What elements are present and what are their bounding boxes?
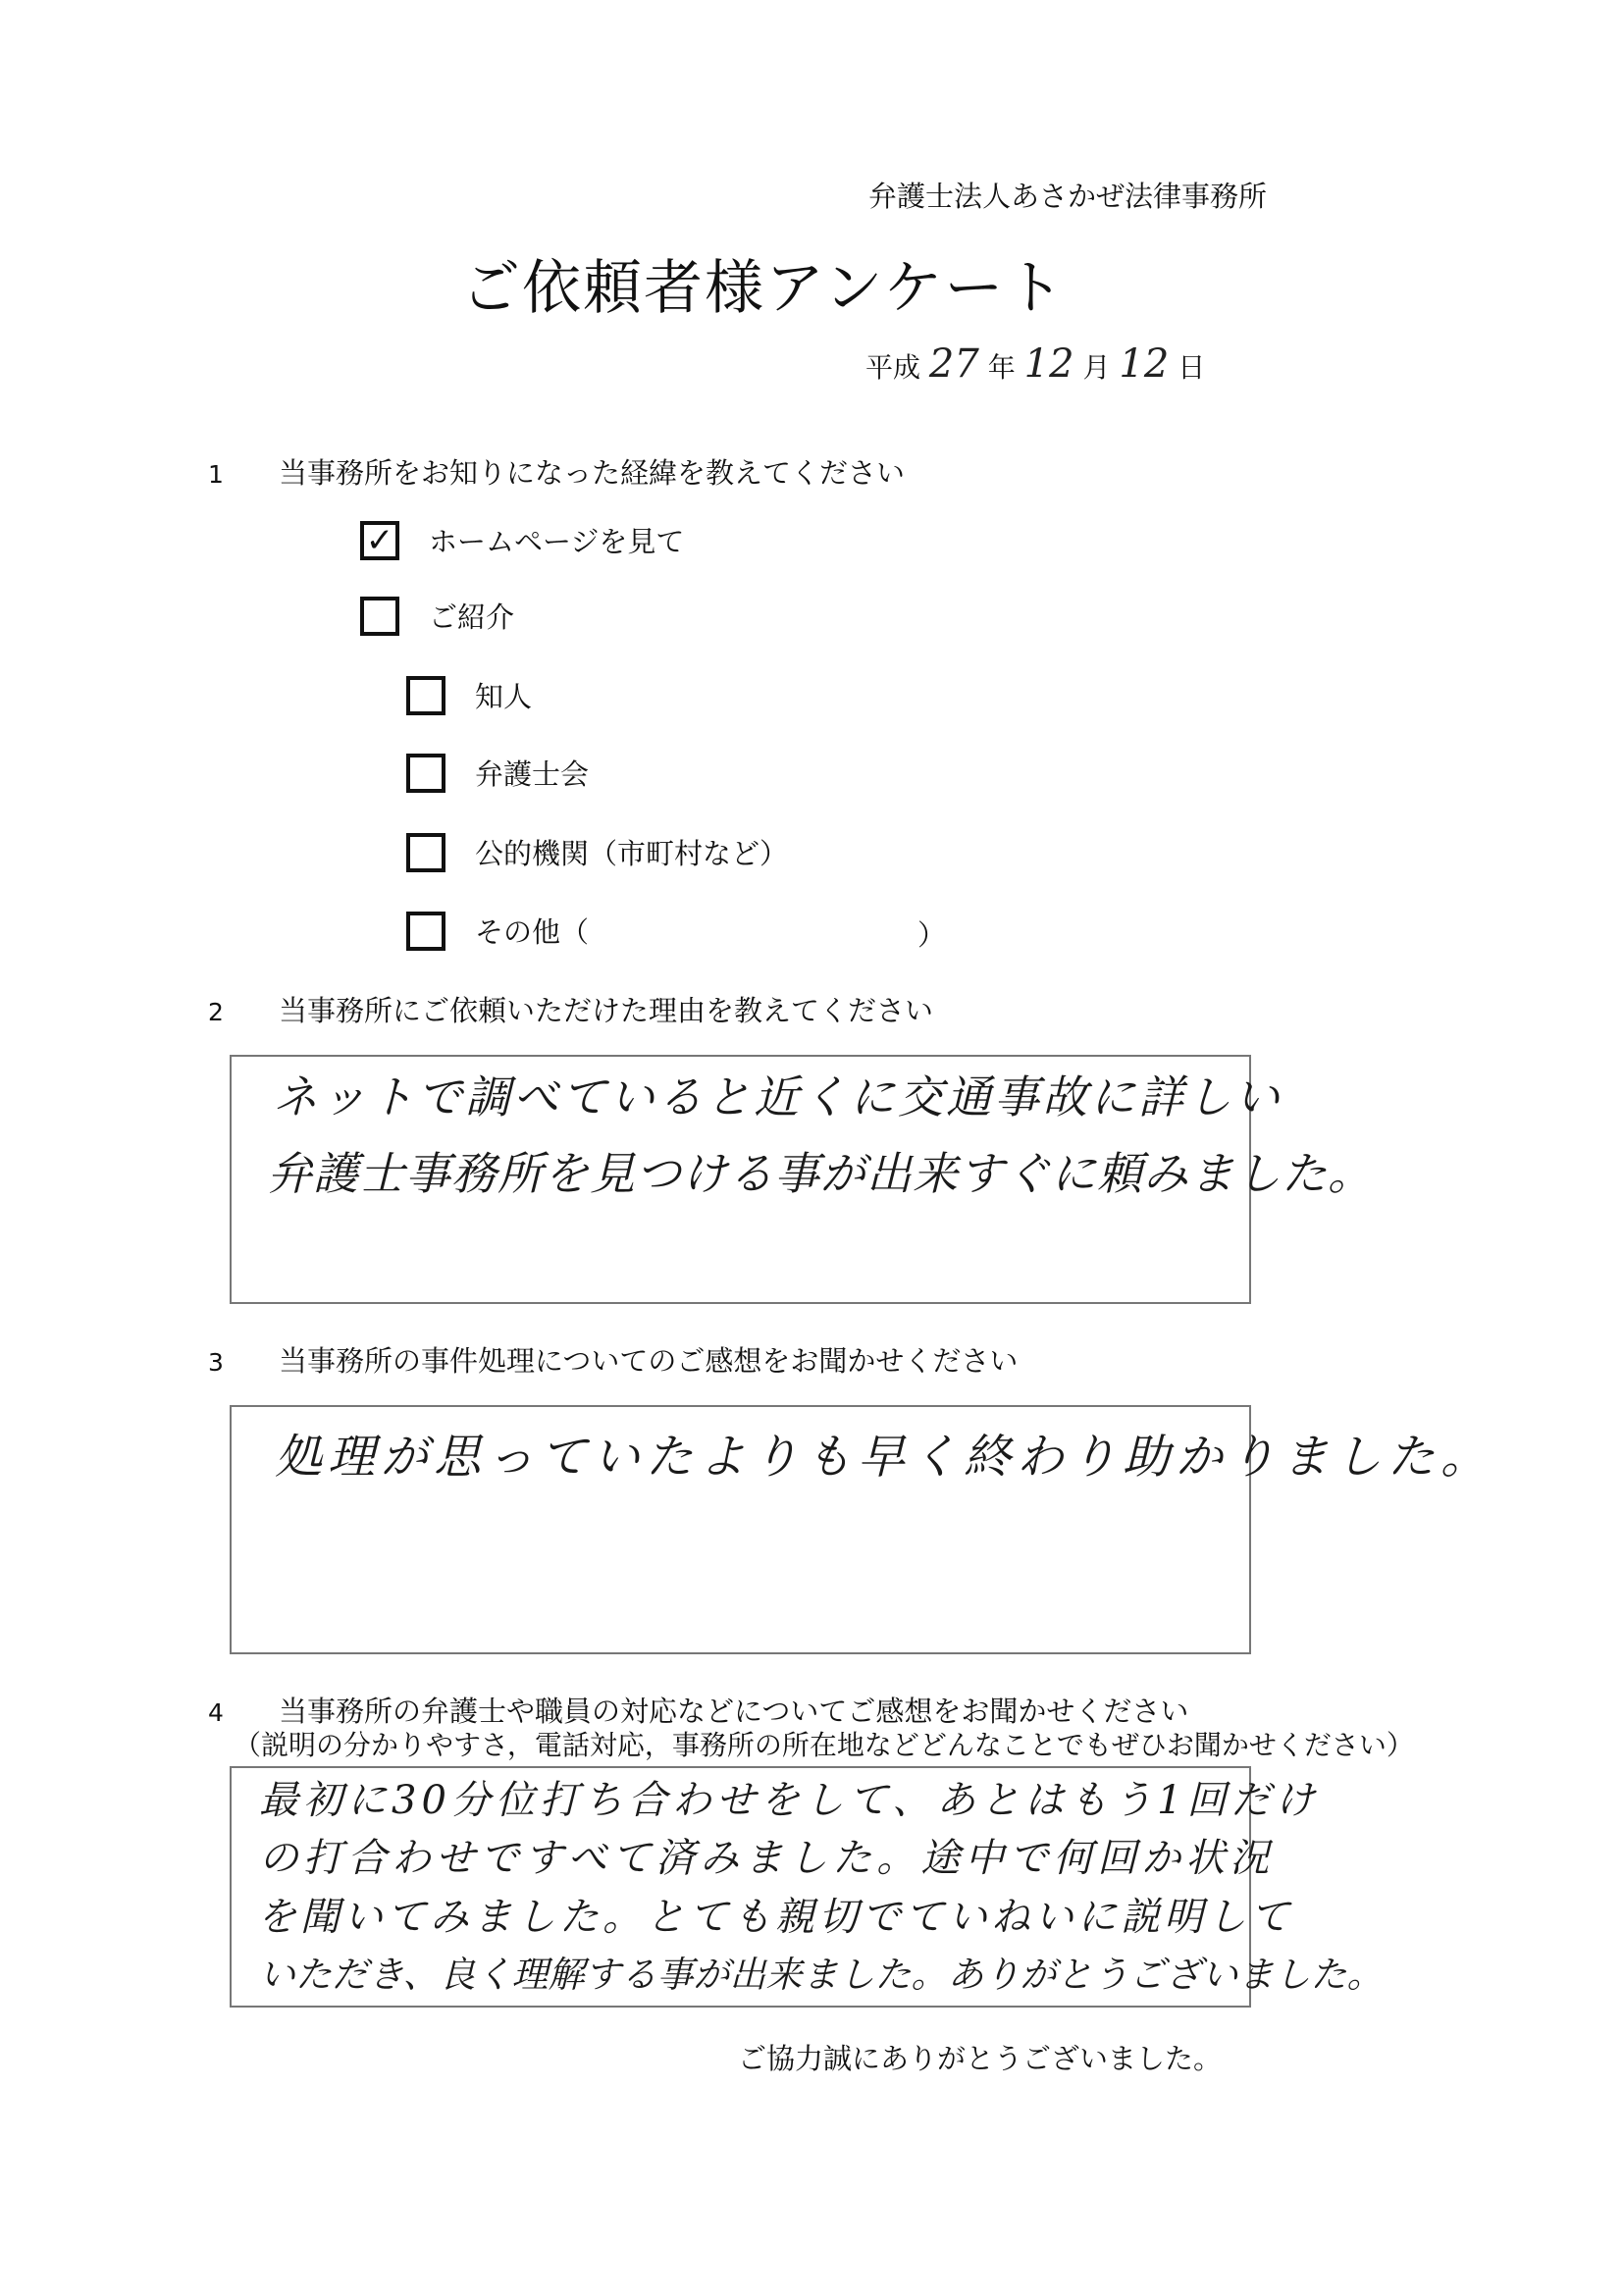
question-2 [208, 989, 933, 1029]
question-3 [208, 1339, 1018, 1380]
checkbox-referral[interactable] [360, 597, 399, 636]
answer-4-line-1: 最初に30分位打ち合わせをして、あとはもう1回だけ [259, 1778, 1320, 1823]
question-3-text: 当事務所の事件処理についてのご感想をお聞かせください [279, 1344, 1019, 1378]
date-day: 12 [1119, 341, 1170, 387]
option-acquaintance-label: 知人 [475, 680, 533, 713]
date-year-label: 年 [987, 351, 1016, 384]
option-referral[interactable] [360, 596, 514, 636]
option-homepage[interactable] [360, 520, 684, 560]
thanks-message: ご協力誠にありがとうございました。 [738, 2042, 1223, 2075]
checkbox-bar-association[interactable] [406, 754, 445, 793]
option-public-agency[interactable] [406, 832, 788, 872]
checkbox-homepage[interactable] [360, 521, 399, 560]
answer-4-line-2: の打合わせですべて済みました。途中で何回か状況 [259, 1836, 1275, 1881]
question-1-text: 当事務所をお知りになった経緯を教えてください [279, 456, 906, 490]
option-homepage-label: ホームページを見て [429, 525, 685, 558]
answer-3-line-1: 処理が思っていたよりも早く終わり助かりました。 [275, 1430, 1494, 1485]
answer-4-line-4: いただき、良く理解する事が出来ました。ありがとうございました。 [259, 1954, 1384, 1996]
option-referral-label: ご紹介 [429, 600, 515, 634]
date-day-label: 日 [1178, 351, 1206, 384]
option-public-agency-label: 公的機関（市町村など） [475, 837, 789, 870]
question-4-note: （説明の分かりやすさ，電話対応，事務所の所在地などどんなことでもぜひお聞かせください） [234, 1729, 1414, 1761]
answer-4-line-3: を聞いてみました。とても親切でていねいに説明して [257, 1895, 1293, 1940]
checkbox-public-agency[interactable] [406, 833, 445, 872]
date-month-label: 月 [1082, 351, 1111, 384]
option-other-close: ） [917, 918, 947, 952]
question-2-text: 当事務所にご依頼いただけた理由を教えてください [279, 994, 934, 1027]
answer-2-line-2: 弁護士事務所を見つける事が出来すぐに頼みました。 [267, 1147, 1374, 1200]
date-month: 12 [1023, 341, 1074, 387]
option-bar-association[interactable] [406, 753, 589, 793]
question-1 [208, 451, 905, 492]
option-acquaintance[interactable] [406, 675, 532, 715]
checkbox-acquaintance[interactable] [406, 676, 445, 715]
question-4-number: 4 [208, 1698, 224, 1727]
check-mark-icon: ✓ [365, 520, 394, 560]
question-4-text: 当事務所の弁護士や職員の対応などについてご感想をお聞かせください [279, 1695, 1189, 1728]
option-other[interactable] [406, 911, 589, 951]
option-bar-association-label: 弁護士会 [475, 757, 590, 791]
option-other-label: その他（ [475, 915, 590, 949]
question-2-number: 2 [208, 998, 224, 1026]
survey-date [865, 341, 1206, 387]
firm-name: 弁護士法人あさかぜ法律事務所 [868, 180, 1268, 213]
question-3-number: 3 [208, 1348, 224, 1377]
date-year: 27 [928, 341, 979, 387]
checkbox-other[interactable] [406, 912, 445, 951]
survey-title: ご依頼者様アンケート [461, 254, 1067, 323]
answer-2-line-1: ネットで調べていると近くに交通事故に詳しい [273, 1070, 1283, 1123]
date-era: 平成 [865, 351, 921, 384]
question-1-number: 1 [208, 460, 224, 489]
